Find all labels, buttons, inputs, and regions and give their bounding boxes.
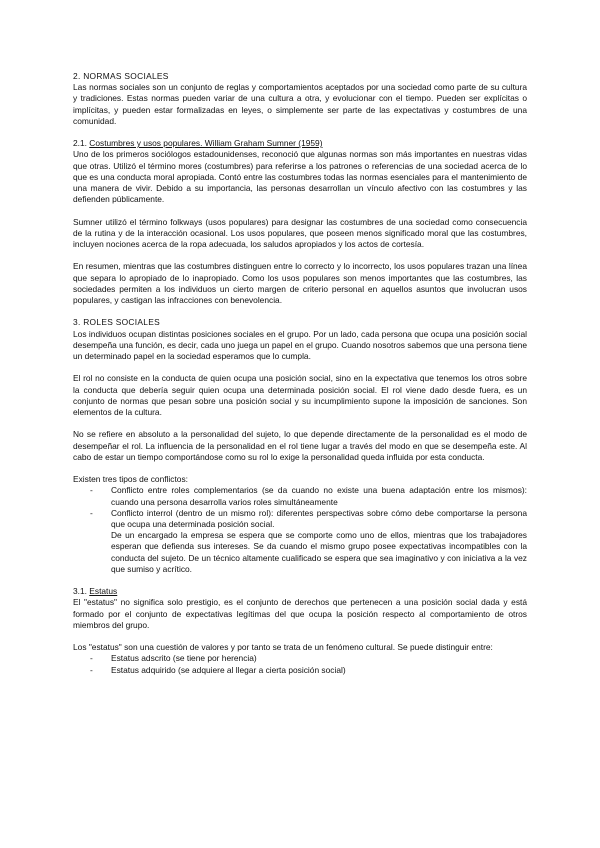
bullet-marker: -	[90, 664, 93, 675]
subsection-heading-costumbres	[73, 138, 527, 149]
paragraph-normas-sociales: Las normas sociales son un conjunto de reglas y comportamientos aceptados por una sociedad como parte de su cultura y tradiciones. Estas normas pueden variar de una cultura a otra, y evolucionar con el tiempo. Pueden ser explícitas o implícitas, y pueden estar formalizadas en leyes, o simplemente ser parte de las expectativas y costumbres de una comunidad.	[73, 82, 527, 126]
paragraph-estatus-definicion: El "estatus" no significa solo prestigio, es el conjunto de derechos que pertenecen a una posición social dada y está formado por el conjunto de expectativas legítimas del que ocupa la posición respecto al comportamiento de otros miembros del grupo.	[73, 597, 527, 630]
paragraph-rol-expectativa: El rol no consiste en la conducta de quien ocupa una posición social, sino en la expectativa que tenemos los otros sobre la conducta que debería seguir quien ocupa una determinada posición social. El rol viene dado desde fuera, es un conjunto de normas que pesan sobre una posición social y su incumplimiento supone la imposición de sanciones. Son elementos de la cultura.	[73, 373, 527, 418]
subsection-title-estatus: Estatus	[89, 586, 118, 597]
list-item-text: Conflicto entre roles complementarios (se da cuando no existe una buena adaptación entre los mismos): cuando una persona desarrolla varios roles simultáneamente	[111, 485, 527, 507]
list-item	[73, 665, 527, 676]
section-heading-roles-sociales: 3. ROLES SOCIALES	[73, 317, 161, 328]
conflicts-continuation: De un encargado la empresa se espera que se comporte como uno de ellos, mientras que los trabajadores esperan que defienda sus intereses. Se da cuando el mismo grupo posee expectativas incompatibles con la conducta del sujeto. De un técnico altamente cualificado se espera que sea imaginativo y con iniciativa a la vez que sumiso y acrítico.	[111, 530, 527, 574]
paragraph-estatus-valores: Los "estatus" son una cuestión de valores y por tanto se trata de un fenómeno cultural. Se puede distinguir entre:	[73, 642, 493, 653]
subsection-heading-estatus	[73, 586, 527, 597]
list-item	[73, 508, 527, 530]
document-page	[73, 71, 527, 676]
paragraph-sumner-folkways: Sumner utilizó el término folkways (usos populares) para designar las costumbres de una sociedad como consecuencia de la rutina y de la interacción ocasional. Los usos populares, que poseen menos significado moral que las costumbres, incluyen nociones acerca de la ropa adecuada, los saludos apropiados y los actos de cortesía.	[73, 216, 527, 250]
subsection-number: 2.1.	[73, 138, 90, 149]
subsection-title-costumbres: Costumbres y usos populares. William Graham Sumner (1959)	[89, 138, 323, 149]
bullet-marker: -	[90, 485, 93, 496]
paragraph-rol-personalidad: No se refiere en absoluto a la personalidad del sujeto, lo que depende directamente de la personalidad es el modo de desempeñar el rol. La influencia de la personalidad en el rol tiene lugar a través del modo en que se desempeña este. Al cabo de estar un tiempo comportándose como su rol lo exige la personalidad queda influida por esta conducta.	[73, 429, 527, 462]
bullet-marker: -	[90, 507, 93, 518]
conflicts-intro: Existen tres tipos de conflictos:	[73, 474, 188, 485]
list-item-text: Estatus adquirido (se adquiere al llegar a cierta posición social)	[111, 664, 346, 675]
paragraph-roles-posiciones: Los individuos ocupan distintas posiciones sociales en el grupo. Por un lado, cada persona que ocupa una posición social desempeña una función, es decir, cada uno juega un papel en el grupo. Cuando nosotros sabemos que una persona tiene un determinado papel en la sociedad esperamos que lo cumpla.	[73, 328, 527, 362]
estatus-types-list	[73, 653, 527, 675]
bullet-marker: -	[90, 653, 93, 664]
list-item-text: Estatus adscrito (se tiene por herencia)	[111, 653, 257, 664]
section-heading-normas-sociales: 2. NORMAS SOCIALES	[73, 71, 169, 81]
list-item	[73, 485, 527, 507]
list-item-text: Conflicto interrol (dentro de un mismo rol): diferentes perspectivas sobre cómo debe comportarse la persona que ocupa una determinada posición social.	[111, 507, 527, 530]
list-item	[73, 653, 527, 664]
subsection-number: 3.1.	[73, 586, 90, 597]
paragraph-sumner-mores: Uno de los primeros sociólogos estadounidenses, reconoció que algunas normas son más importantes en nuestras vidas que otras. Utilizó el término mores (costumbres) para referirse a los patrones o referencias de una sociedad acerca de lo que es una conducta moral apropiada. Contó entre las costumbres todas las normas esenciales para el mantenimiento de una manera de vivir. Debido a su importancia, las personas desarrollan un vínculo afectivo con las costumbres y las defienden públicamente.	[73, 149, 527, 205]
paragraph-resumen: En resumen, mientras que las costumbres distinguen entre lo correcto y lo incorrecto, los usos populares trazan una línea que separa lo apropiado de lo inapropiado. Como los usos populares son menos importantes que las costumbres, las sociedades permiten a los individuos un cierto margen de criterio personal en aquellos asuntos que involucran usos populares, y castigan las infracciones con benevolencia.	[73, 261, 527, 306]
conflicts-list	[73, 485, 527, 530]
